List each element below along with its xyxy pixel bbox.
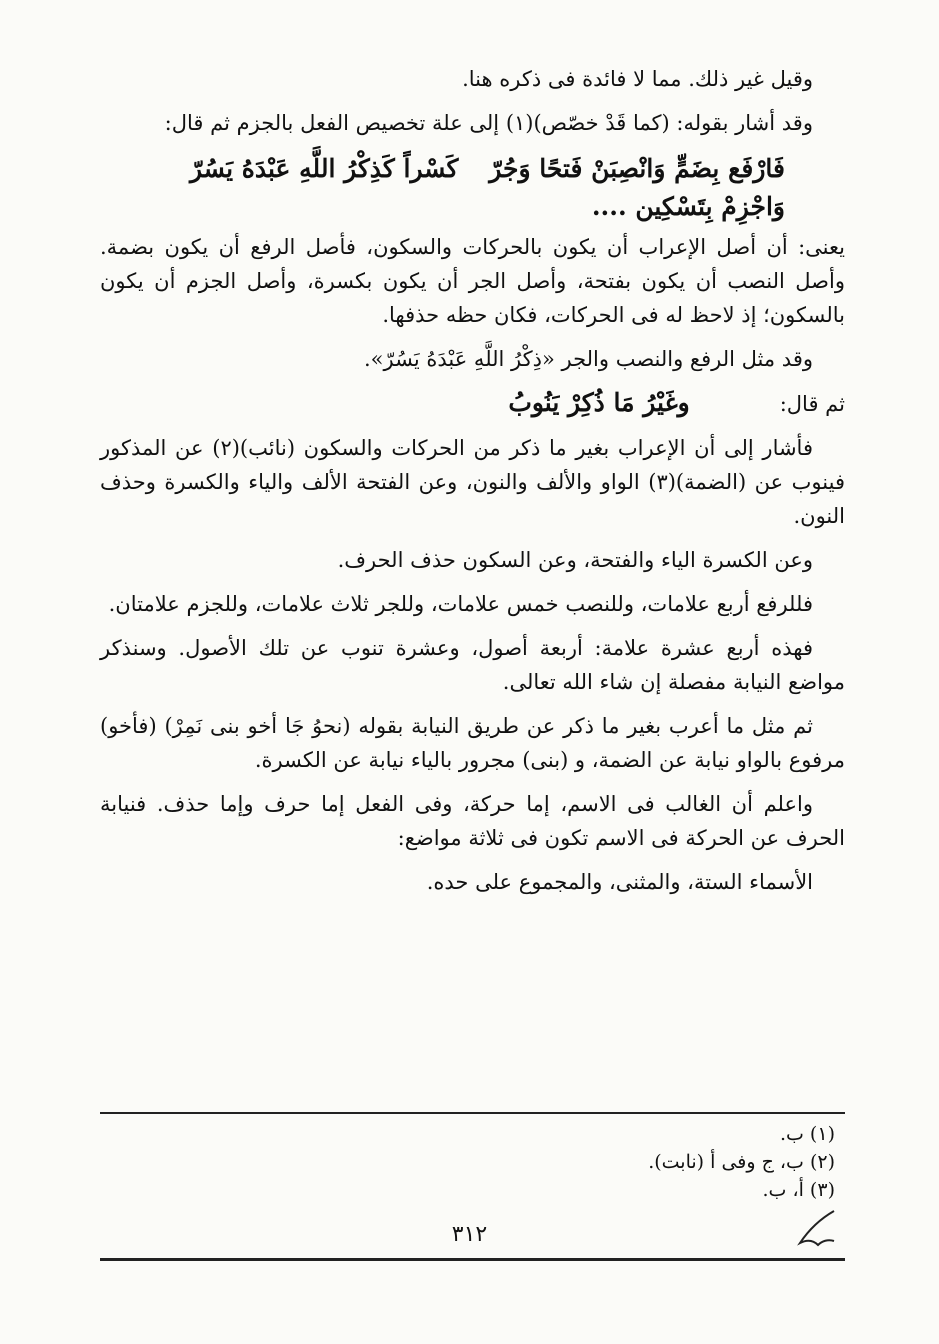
footnote-divider bbox=[100, 1112, 845, 1114]
verse-hemistich-1: فَارْفَع بِضَمٍّ وَانْصِبَنْ فَتحًا وَجُرّ bbox=[489, 154, 785, 183]
footnote-1: (١) ب. bbox=[779, 1123, 835, 1145]
bottom-divider bbox=[100, 1258, 845, 1261]
paragraph-9: فهذه أربع عشرة علامة: أربعة أصول، وعشرة تنوب عن تلك الأصول. وسنذكر مواضع النيابة مفصلة إن شاء الله تعالى. bbox=[100, 636, 845, 694]
page-number: ٣١٢ bbox=[451, 1222, 488, 1247]
paragraph-12: الأسماء الستة، والمثنى، والمجموع على حده. bbox=[426, 870, 813, 894]
verse-hemistich-2: كَسْراً كَذِكْرُ اللَّهِ عَبْدَهُ يَسُرّ bbox=[190, 154, 459, 183]
main-text bbox=[100, 62, 845, 909]
signature-mark bbox=[790, 1205, 840, 1255]
paragraph-7: وعن الكسرة الياء والفتحة، وعن السكون حذف الحرف. bbox=[337, 548, 813, 572]
qal-label: ثم قال: bbox=[779, 392, 845, 416]
footnote-3: (٣) أ، ب. bbox=[762, 1179, 835, 1201]
footnote-2: (٢) ب، ج وفى أ (نابت). bbox=[648, 1151, 835, 1173]
paragraph-2: وقد أشار بقوله: (كما قَدْ خصّص)(١) إلى علة تخصيص الفعل بالجزم ثم قال: bbox=[164, 111, 813, 135]
verse-block bbox=[100, 150, 845, 226]
verse-line-1 bbox=[100, 150, 845, 188]
paragraph-1: وقيل غير ذلك. مما لا فائدة فى ذكره هنا. bbox=[462, 67, 813, 91]
verse-line-2: وَاجْزِمْ بِتَسْكِين .... bbox=[591, 192, 785, 221]
paragraph-4: وقد مثل الرفع والنصب والجر «ذِكْرُ اللَّهِ عَبْدَهُ يَسُرّ». bbox=[364, 347, 813, 371]
qal-verse: وغَيْرُ مَا ذُكِرْ يَنُوبُ bbox=[508, 388, 690, 417]
paragraph-10: ثم مثل ما أعرب بغير ما ذكر عن طريق النيابة بقوله (نحوُ جَا أخو بنى نَمِرْ) (فأخو) مرفوع بالواو نيابة عن الضمة، و (بنى) مجرور بالياء نيابة عن الكسرة. bbox=[100, 714, 845, 772]
paragraph-8: فللرفع أربع علامات، وللنصب خمس علامات، وللجر ثلاث علامات، وللجزم علامتان. bbox=[108, 592, 813, 616]
footnotes bbox=[100, 1120, 845, 1204]
paragraph-6: فأشار إلى أن الإعراب بغير ما ذكر من الحركات والسكون (نائب)(٢) عن المذكور فينوب عن (الضمة)(٣) الواو والألف والنون، وعن الفتحة الألف والياء والكسرة وحذف النون. bbox=[100, 436, 845, 528]
paragraph-3: يعنى: أن أصل الإعراب أن يكون بالحركات والسكون، فأصل الرفع أن يكون بضمة. وأصل النصب أن يكون بفتحة، وأصل الجر أن يكون بكسرة، وأصل الجزم أن يكون بالسكون؛ إذ لاحظ له فى الحركات، فكان حظه حذفها. bbox=[100, 235, 845, 327]
paragraph-5 bbox=[100, 386, 845, 421]
paragraph-11: واعلم أن الغالب فى الاسم، إما حركة، وفى الفعل إما حرف وإما حذف. فنيابة الحرف عن الحركة فى الاسم تكون فى ثلاثة مواضع: bbox=[100, 792, 845, 850]
